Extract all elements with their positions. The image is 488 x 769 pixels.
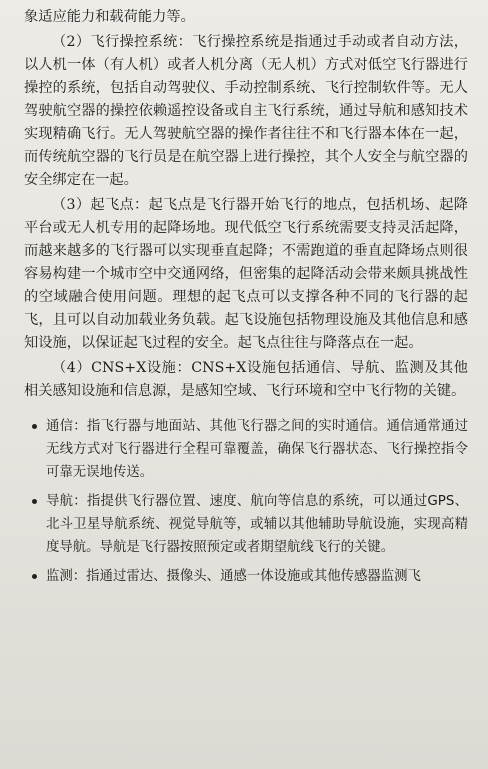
bullet-dot-icon xyxy=(32,499,37,504)
bullet-text: 通信：指飞行器与地面站、其他飞行器之间的实时通信。通信通常通过无线方式对飞行器进行全程可靠覆盖，确保飞行器状态、飞行操控指令可靠无误地传送。 xyxy=(46,419,468,480)
paragraph-takeoff-point: （3）起飞点：起飞点是飞行器开始飞行的地点，包括机场、起降平台或无人机专用的起降场地。现代低空飞行系统需要支持灵活起降，而越来越多的飞行器可以实现垂直起降；不需跑道的垂直起降场点则很容易构建一个城市空中交通网络，但密集的起降活动会带来颇具挑战性的空域融合使用问题。理想的起飞点可以支撑各种不同的飞行器的起飞，且可以自动加载业务负载。起飞设施包括物理设施及其他信息和感知设施，以保证起飞过程的安全。起飞点往往与降落点在一起。 xyxy=(24,197,468,351)
paragraph-cns-x-facilities: （4）CNS+X设施：CNS+X设施包括通信、导航、监测及其他相关感知设施和信息源，是感知空域、飞行环境和空中飞行物的关键。 xyxy=(24,360,468,399)
bullet-dot-icon xyxy=(32,574,37,579)
paragraph-flight-control-system: （2）飞行操控系统：飞行操控系统是指通过手动或者自动方法，以人机一体（有人机）或者人机分离（无人机）方式对低空飞行器进行操控的系统，包括自动驾驶仪、手动控制系统、飞行控制软件等。无人驾驶航空器的操控依赖遥控设备或自主飞行系统，通过导航和感知技术实现精确飞行。无人驾驶航空器的操作者往往不和飞行器本体在一起，而传统航空器的飞行员是在航空器上进行操控，其个人安全与航空器的安全绑定在一起。 xyxy=(24,34,468,188)
paragraph-continuation: 象适应能力和载荷能力等。 xyxy=(24,9,195,25)
bullet-dot-icon xyxy=(32,424,37,429)
bullet-list xyxy=(24,415,468,588)
bullet-text: 监测：指通过雷达、摄像头、通感一体设施或其他传感器监测飞 xyxy=(46,569,421,584)
bullet-item-communication xyxy=(24,415,468,484)
bullet-item-monitoring xyxy=(24,565,468,588)
bullet-text: 导航：指提供飞行器位置、速度、航向等信息的系统，可以通过GPS、北斗卫星导航系统、视觉导航等，或辅以其他辅助导航设施，实现高精度导航。导航是飞行器按照预定或者期望航线飞行的关键。 xyxy=(46,494,468,555)
bullet-item-navigation xyxy=(24,490,468,559)
